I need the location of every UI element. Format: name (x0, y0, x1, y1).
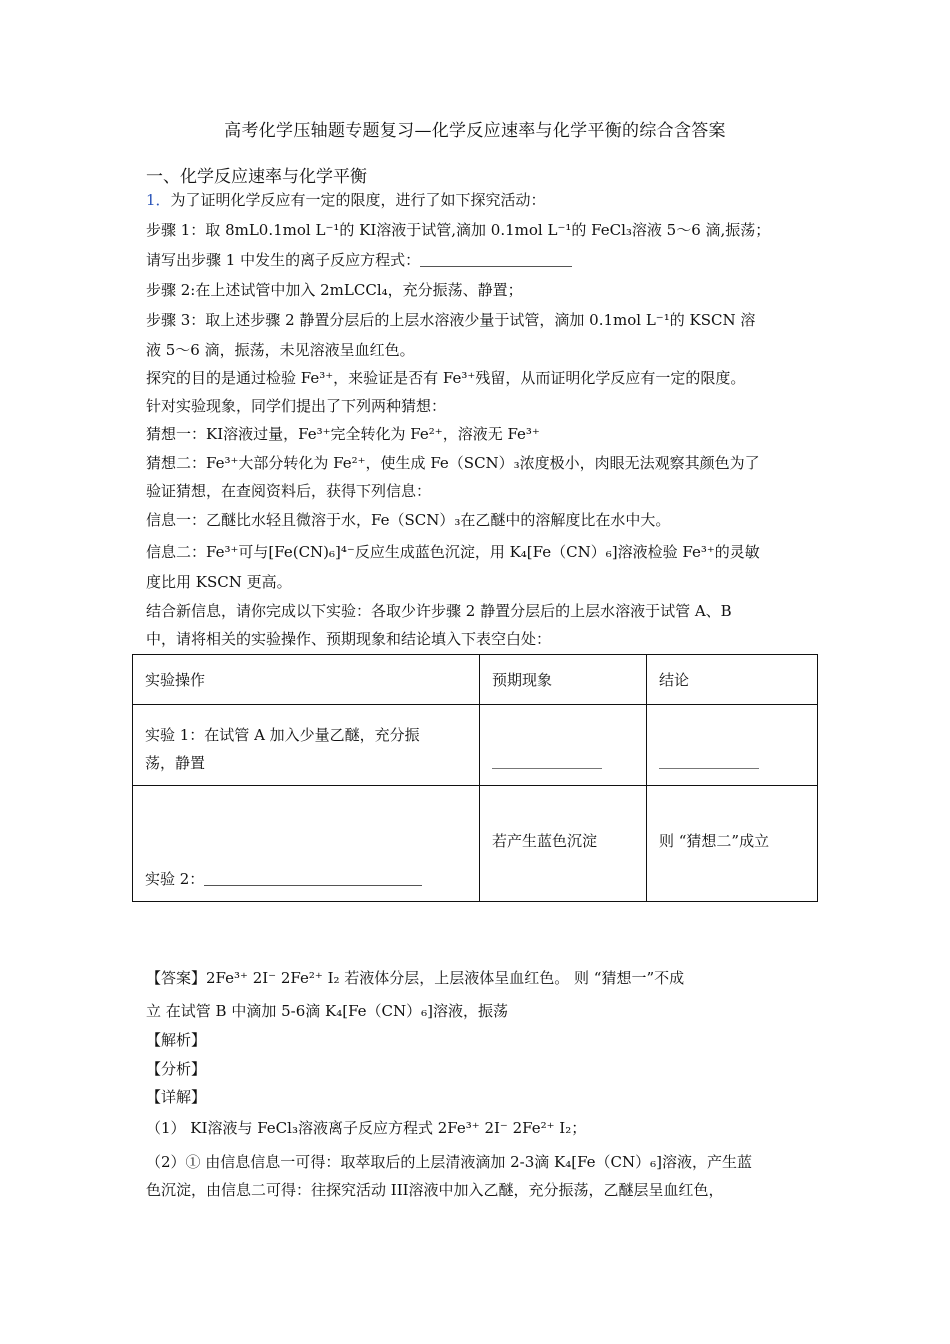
row2-conclusion: 则 “猜想二”成立 (647, 786, 818, 902)
task-line-2: 中，请将相关的实验操作、预期现象和结论填入下表空白处： (146, 630, 552, 648)
row2-phenomenon: 若产生蓝色沉淀 (480, 786, 647, 902)
info-2-line-1: 信息二：Fe³⁺可与[Fe(CN)₆]⁴⁻反应生成蓝色沉淀，用 K₄[Fe（CN）₆]溶液检验 Fe³⁺的灵敏 (146, 543, 760, 561)
hypotheses-intro: 针对实验现象，同学们提出了下列两种猜想： (146, 397, 447, 415)
document-title: 高考化学压轴题专题复习—化学反应速率与化学平衡的综合含答案 (224, 121, 726, 141)
row2-operation-label: 实验 2： (145, 870, 205, 888)
row1-conclusion (647, 705, 818, 786)
table-header-row (133, 655, 818, 705)
detail-2-line-2: 色沉淀，由信息二可得：往探究活动 III溶液中加入乙醚，充分振荡，乙醚层呈血红色， (146, 1181, 724, 1199)
question-intro (146, 190, 816, 210)
experiment-table (132, 654, 818, 902)
analysis-heading: 【解析】 (146, 1031, 207, 1049)
answer-blank-row1-conclusion (659, 754, 759, 769)
detail-1: （1） KI溶液与 FeCl₃溶液离子反应方程式 2Fe³⁺ 2I⁻ 2Fe²⁺ I₂； (146, 1119, 587, 1137)
detail-2-line-1: （2）① 由信息信息一可得：取萃取后的上层清液滴加 2-3滴 K₄[Fe（CN）₆]溶液，产生蓝 (146, 1153, 753, 1171)
hypothesis-2-line-2: 验证猜想，在查阅资料后，获得下列信息： (146, 482, 432, 500)
info-1: 信息一：乙醚比水轻且微溶于水，Fe（SCN）₃在乙醚中的溶解度比在水中大。 (146, 511, 671, 529)
step-1-question-text: 请写出步骤 1 中发生的离子反应方程式： (146, 251, 421, 269)
task-line-1: 结合新信息，请你完成以下实验：各取少许步骤 2 静置分层后的上层水溶液于试管 A、B (146, 602, 732, 620)
info-2-line-2: 度比用 KSCN 更高。 (146, 573, 292, 591)
fenxi-heading: 【分析】 (146, 1060, 207, 1078)
header-conclusion: 结论 (647, 655, 818, 705)
table-row (133, 705, 818, 786)
answer-blank-step1 (420, 252, 572, 267)
xiangjie-heading: 【详解】 (146, 1088, 207, 1106)
step-3-line-2: 液 5～6 滴，振荡，未见溶液呈血红色。 (146, 341, 415, 359)
row1-operation (133, 705, 480, 786)
row1-operation-line-1: 实验 1：在试管 A 加入少量乙醚，充分振 (145, 726, 420, 744)
row1-phenomenon (480, 705, 647, 786)
answer-line-1: 【答案】2Fe³⁺ 2I⁻ 2Fe²⁺ I₂ 若液体分层，上层液体呈血红色。 则 “猜想一”不成 (146, 969, 685, 987)
step-1-question (146, 250, 816, 270)
step-1: 步骤 1：取 8mL0.1mol L⁻¹的 KI溶液于试管,滴加 0.1mol L⁻¹的 FeCl₃溶液 5～6 滴,振荡； (146, 221, 771, 239)
step-3-line-1: 步骤 3：取上述步骤 2 静置分层后的上层水溶液少量于试管，滴加 0.1mol L⁻¹的 KSCN 溶 (146, 311, 756, 329)
question-number: 1． (146, 191, 171, 209)
question-intro-text: 为了证明化学反应有一定的限度，进行了如下探究活动： (170, 191, 546, 209)
purpose: 探究的目的是通过检验 Fe³⁺，来验证是否有 Fe³⁺残留，从而证明化学反应有一定的限度。 (146, 369, 746, 387)
row2-operation (133, 786, 480, 902)
answer-blank-row1-phenomenon (492, 754, 602, 769)
step-2: 步骤 2:在上述试管中加入 2mLCCl₄，充分振荡、静置； (146, 281, 523, 299)
row1-operation-line-2: 荡，静置 (145, 754, 206, 772)
header-operation: 实验操作 (133, 655, 480, 705)
hypothesis-1: 猜想一：KI溶液过量，Fe³⁺完全转化为 Fe²⁺，溶液无 Fe³⁺ (146, 425, 540, 443)
hypothesis-2-line-1: 猜想二：Fe³⁺大部分转化为 Fe²⁺，使生成 Fe（SCN）₃浓度极小，肉眼无法观察其颜色为了 (146, 454, 760, 472)
answer-line-2: 立 在试管 B 中滴加 5-6滴 K₄[Fe（CN）₆]溶液，振荡 (146, 1002, 509, 1020)
section-heading: 一、化学反应速率与化学平衡 (146, 167, 367, 187)
header-phenomenon: 预期现象 (480, 655, 647, 705)
table-row (133, 786, 818, 902)
answer-blank-row2-operation (204, 871, 422, 886)
